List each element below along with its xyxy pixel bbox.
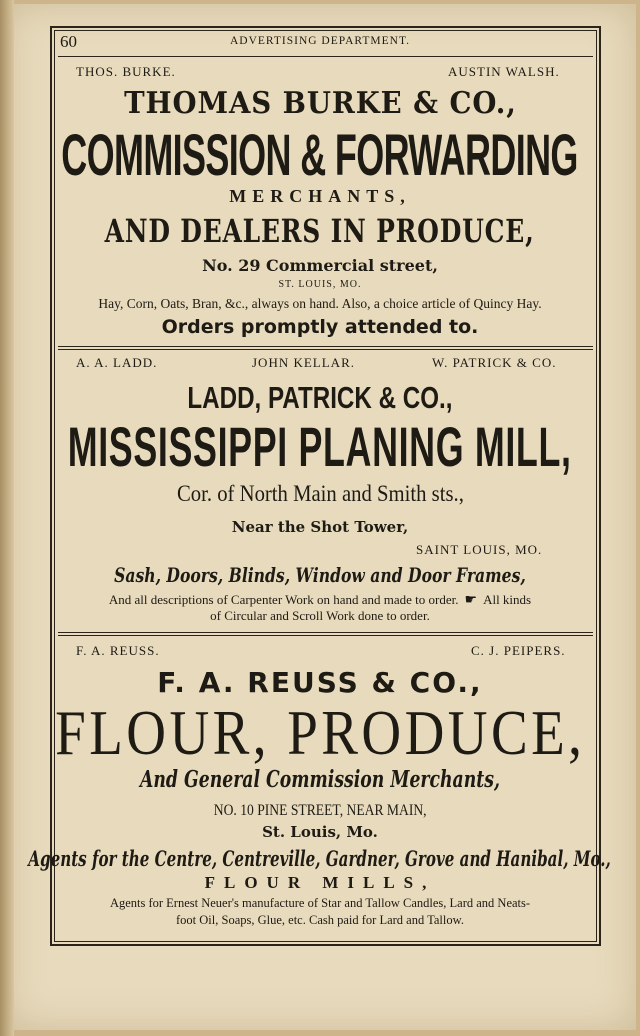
address: Cor. of North Main and Smith sts., [176,481,464,506]
ad-body-text: Agents for Ernest Neuer's manufacture of Star and Tallow Candles, Lard and Neats- [109,896,531,910]
section-rule [58,346,593,347]
ad-headline: MISSISSIPPI PLANING MILL, [68,415,572,478]
ad-body-text: of Circular and Scroll Work done to order. [210,608,430,623]
ad-body-text: Hay, Corn, Oats, Bran, &c., always on hand. Also, a choice article of Quincy Hay. [98,296,542,311]
ad-headline: COMMISSION & FORWARDING [61,123,579,188]
pointing-hand-icon: ☛ [464,593,478,608]
section-rule [58,632,593,633]
partner-name: A. A. LADD. [76,355,158,370]
partner-name: W. PATRICK & CO. [432,355,557,370]
agents-line: Agents for the Centre, Centreville, Gardner, Grove and Hanibal, Mo., [28,846,612,871]
partner-name: C. J. PEIPERS. [471,643,566,658]
ad-closing: Orders promptly attended to. [161,316,479,338]
address: No. 29 Commercial street, [202,256,438,275]
page-number: 60 [60,32,77,51]
city: ST. LOUIS, MO. [278,279,362,290]
ad-body-text: All kinds [483,592,532,607]
partner-name: THOS. BURKE. [76,64,176,79]
ad-body-text: And all descriptions of Carpenter Work on hand and made to order. [108,592,459,607]
ad-subline: AND DEALERS IN PRODUCE, [105,212,535,250]
landmark: Near the Shot Tower, [231,518,409,536]
running-head: ADVERTISING DEPARTMENT. [229,35,411,47]
ad-headline: FLOUR, PRODUCE, [54,697,586,768]
ad-subline: MERCHANTS, [229,186,411,206]
city: SAINT LOUIS, MO. [416,542,543,557]
address: NO. 10 PINE STREET, NEAR MAIN, [213,802,427,819]
header-rule [58,56,593,57]
partner-name: F. A. REUSS. [76,643,160,658]
product-list: Sash, Doors, Blinds, Window and Door Frames, [114,563,526,587]
firm-name: F. A. REUSS & CO., [157,666,483,699]
city: St. Louis, Mo. [262,823,378,841]
partner-name: JOHN KELLAR. [252,355,355,370]
ad-subline: And General Commission Merchants, [140,766,500,793]
firm-name: LADD, PATRICK & CO., [187,380,453,415]
firm-name: THOMAS BURKE & CO., [123,86,517,121]
mills-line: FLOUR MILLS, [204,873,436,892]
partner-name: AUSTIN WALSH. [448,64,560,79]
ad-body-text: foot Oil, Soaps, Glue, etc. Cash paid for Lard and Tallow. [176,913,464,927]
